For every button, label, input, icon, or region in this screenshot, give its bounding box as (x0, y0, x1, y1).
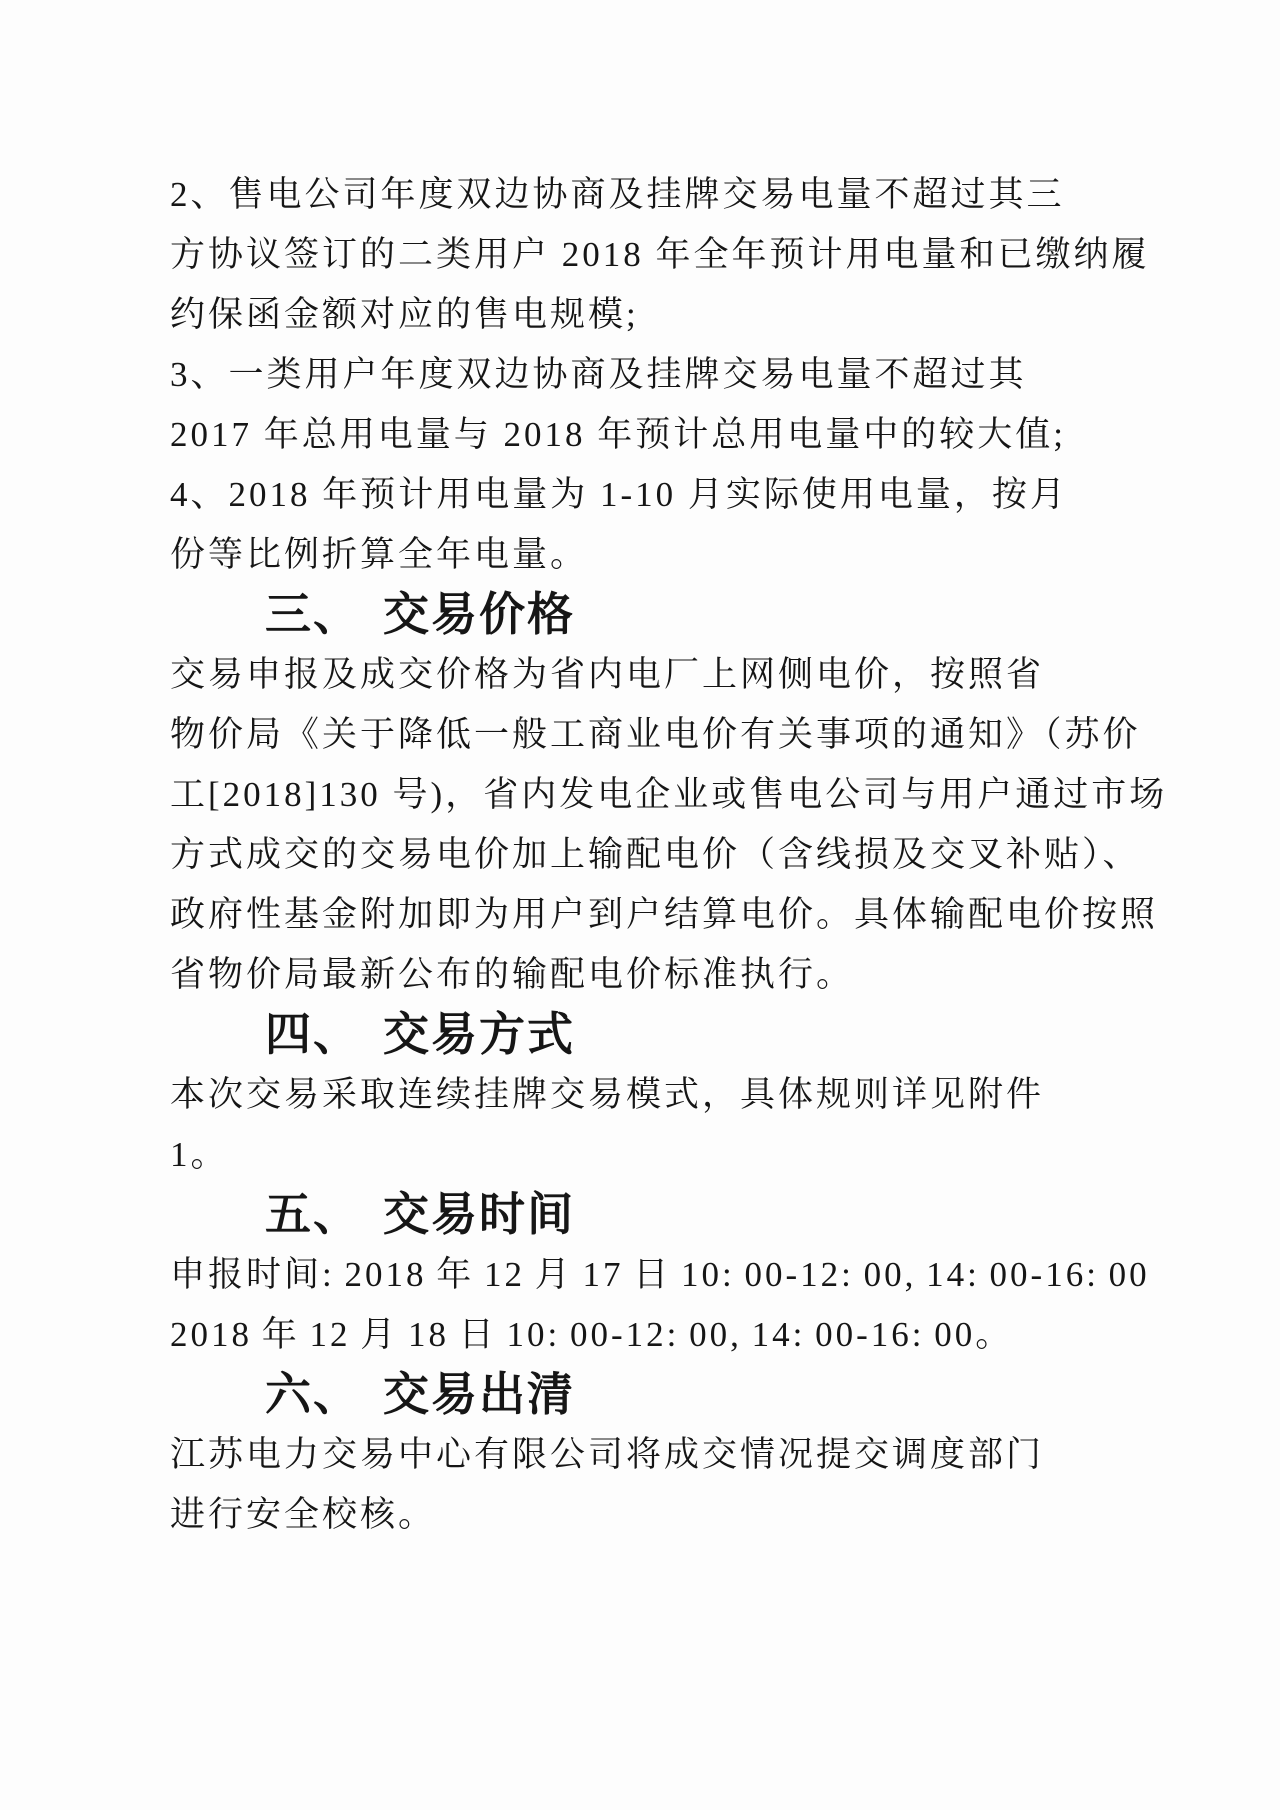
text-line: 2017 年总用电量与 2018 年预计总用电量中的较大值; (170, 415, 1066, 454)
text-line: 省物价局最新公布的输配电价标准执行。 (170, 955, 855, 994)
text-line: 进行安全校核。 (170, 1495, 437, 1534)
text-line: 1。 (170, 1135, 229, 1174)
text-line: 2、售电公司年度双边协商及挂牌交易电量不超过其三 (170, 175, 1065, 214)
text-line-declare-time-1: 申报时间: 2018 年 12 月 17 日 10: 00-12: 00, 14: 00-16: 00 (170, 1255, 1150, 1294)
text-line: 政府性基金附加即为用户到户结算电价。具体输配电价按照 (170, 895, 1159, 934)
document-body (170, 165, 1168, 1545)
section-number: 四、 (265, 1009, 361, 1060)
section-heading-price (170, 585, 1120, 645)
text-line: 3、一类用户年度双边协商及挂牌交易电量不超过其 (170, 355, 1027, 394)
text-line: 方式成交的交易电价加上输配电价（含线损及交叉补贴）、 (170, 835, 1141, 874)
text-line: 方协议签订的二类用户 2018 年全年预计用电量和已缴纳履 (170, 235, 1150, 274)
text-line: 本次交易采取连续挂牌交易模式，具体规则详见附件 (170, 1075, 1045, 1114)
text-line-declare-time-2: 2018 年 12 月 18 日 10: 00-12: 00, 14: 00-16: 00。 (170, 1315, 1014, 1354)
text-line: 工[2018]130 号)，省内发电企业或售电公司与用户通过市场 (170, 775, 1168, 814)
text-line: 4、2018 年预计用电量为 1-10 月实际使用电量，按月 (170, 475, 1068, 514)
section-heading-clearing (170, 1365, 1120, 1425)
text-line: 江苏电力交易中心有限公司将成交情况提交调度部门 (170, 1435, 1045, 1474)
section-number: 三、 (265, 589, 361, 640)
section-heading-time (170, 1185, 1120, 1245)
section-title: 交易方式 (383, 1009, 575, 1060)
section-title: 交易时间 (383, 1189, 575, 1240)
text-line: 交易申报及成交价格为省内电厂上网侧电价，按照省 (170, 655, 1045, 694)
section-title: 交易价格 (383, 589, 575, 640)
section-heading-mode (170, 1005, 1120, 1065)
text-line: 物价局《关于降低一般工商业电价有关事项的通知》（苏价 (170, 715, 1141, 754)
section-number: 五、 (265, 1189, 361, 1240)
text-line: 约保函金额对应的售电规模; (170, 295, 639, 334)
section-number: 六、 (265, 1369, 361, 1420)
text-line: 份等比例折算全年电量。 (170, 535, 589, 574)
section-title: 交易出清 (383, 1369, 575, 1420)
